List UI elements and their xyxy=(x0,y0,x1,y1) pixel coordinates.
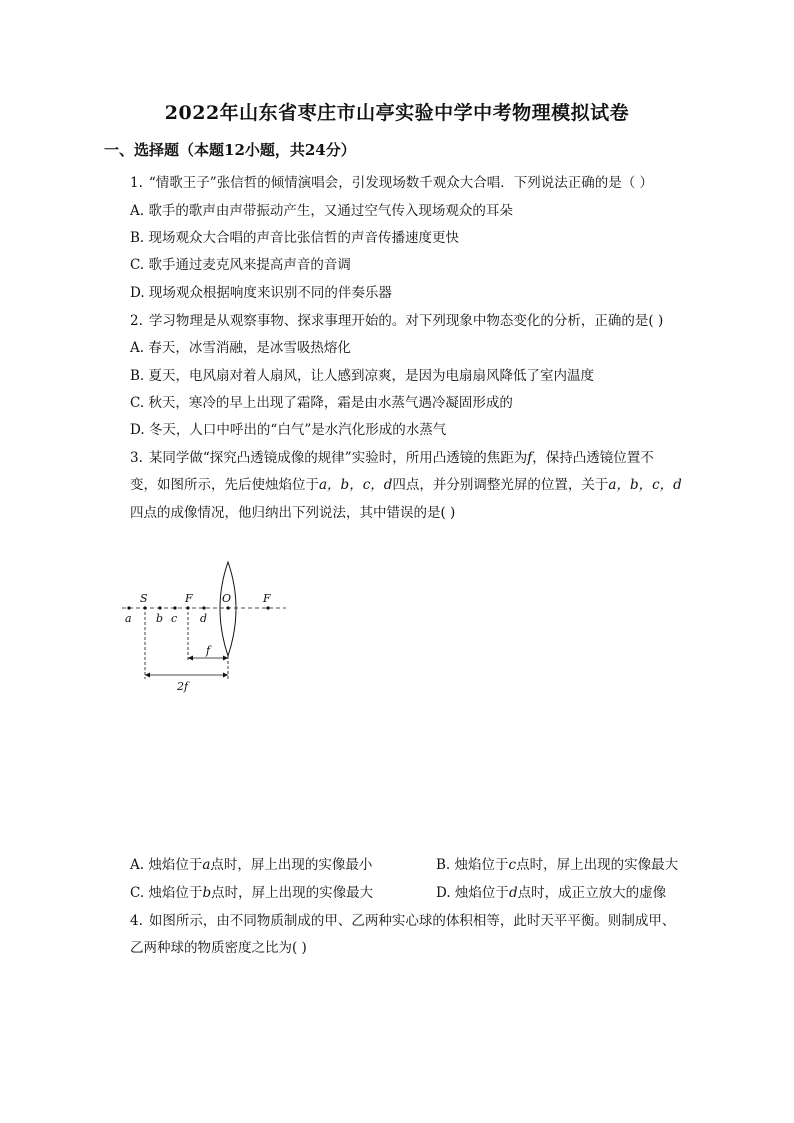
q1-option-a: A. 歌手的歌声由声带振动产生，又通过空气传入现场观众的耳朵 xyxy=(130,203,513,219)
q3-option-c xyxy=(130,881,373,901)
option-text: A. 烛焰位于 xyxy=(130,857,203,873)
point-b xyxy=(158,606,161,609)
label-f-dimension: f xyxy=(206,644,211,657)
point-vars: a，b，c，d xyxy=(319,477,393,493)
focal-length-var: f xyxy=(527,450,533,466)
label-s: S xyxy=(140,592,148,605)
question-4-line-2: 乙两种球的物质密度之比为( ) xyxy=(130,940,307,956)
q2-option-b: B. 夏天，电风扇对着人扇风，让人感到凉爽，是因为电扇扇风降低了室内温度 xyxy=(130,368,595,384)
point-f-left xyxy=(186,606,189,609)
point-o xyxy=(226,606,229,609)
q3-option-a xyxy=(130,853,372,873)
option-var: b xyxy=(202,885,212,901)
option-text: 点时，屏上出现的实像最大 xyxy=(211,885,374,901)
section-heading: 一、选择题（本题12小题，共24分） xyxy=(104,141,356,159)
stem-text: 变，如图所示，先后使烛焰位于 xyxy=(130,477,319,493)
option-text: B. 烛焰位于 xyxy=(436,857,509,873)
question-number: 4. xyxy=(130,913,143,929)
q1-option-b: B. 现场观众大合唱的声音比张信哲的声音传播速度更快 xyxy=(130,230,460,246)
label-o: O xyxy=(222,592,232,605)
stem-text: 某同学做“探究凸透镜成像的规律”实验时，所用凸透镜的焦距为 xyxy=(148,450,528,466)
q2-option-d: D. 冬天，人口中呼出的“白气”是水汽化形成的水蒸气 xyxy=(130,422,447,438)
arrowhead xyxy=(145,673,150,678)
point-c xyxy=(173,606,176,609)
option-var: c xyxy=(508,857,517,873)
option-text: 点时，屏上出现的实像最小 xyxy=(210,857,373,873)
question-3-line-3: 四点的成像情况，他归纳出下列说法，其中错误的是( ) xyxy=(130,505,456,521)
point-d xyxy=(202,606,205,609)
label-b: b xyxy=(156,612,164,625)
stem-text: ，保持凸透镜位置不 xyxy=(532,450,654,466)
arrowhead xyxy=(223,656,228,661)
option-var: a xyxy=(202,857,211,873)
q1-option-c: C. 歌手通过麦克风来提高声音的音调 xyxy=(130,257,351,273)
point-a xyxy=(127,606,130,609)
option-var: d xyxy=(508,885,518,901)
label-a: a xyxy=(125,612,132,625)
point-s xyxy=(143,606,146,609)
label-f-right: F xyxy=(263,592,271,605)
q1-option-d: D. 现场观众根据响度来识别不同的伴奏乐器 xyxy=(130,285,392,301)
question-number: 3. xyxy=(130,450,143,466)
label-f-left: F xyxy=(185,592,193,605)
q2-option-c: C. 秋天，寒冷的早上出现了霜降，霜是由水蒸气遇冷凝固形成的 xyxy=(130,395,513,411)
option-text: 点时，成正立放大的虚像 xyxy=(517,885,667,901)
label-c: c xyxy=(171,612,178,625)
question-stem: 学习物理是从观察事物、探求事理开始的。对下列现象中物态变化的分析，正确的是( ) xyxy=(148,313,664,329)
question-stem: “情歌王子”张信哲的倾情演唱会，引发现场数千观众大合唱．下列说法正确的是（ ） xyxy=(148,175,653,191)
question-number: 2. xyxy=(130,313,143,329)
option-text: 点时，屏上出现的实像最大 xyxy=(516,857,679,873)
question-number: 1. xyxy=(130,175,143,191)
q2-option-a: A. 春天，冰雪消融，是冰雪吸热熔化 xyxy=(130,340,351,356)
stem-text: 四点，并分别调整光屏的位置，关于 xyxy=(392,477,609,493)
arrowhead xyxy=(223,673,228,678)
question-4-line-1 xyxy=(130,909,675,929)
option-text: C. 烛焰位于 xyxy=(130,885,203,901)
page-title: 2022年山东省枣庄市山亭实验中学中考物理模拟试卷 xyxy=(164,102,630,124)
label-d: d xyxy=(200,612,208,625)
point-vars: a，b，c，d xyxy=(608,477,682,493)
arrowhead xyxy=(188,656,193,661)
q3-option-b xyxy=(436,853,678,873)
label-2f-dimension: 2f xyxy=(177,680,189,693)
stem-text: 如图所示，由不同物质制成的甲、乙两种实心球的体积相等，此时天平平衡。则制成甲、 xyxy=(148,913,676,929)
option-text: D. 烛焰位于 xyxy=(436,885,509,901)
q3-option-d xyxy=(436,881,666,901)
point-f-right xyxy=(266,606,269,609)
